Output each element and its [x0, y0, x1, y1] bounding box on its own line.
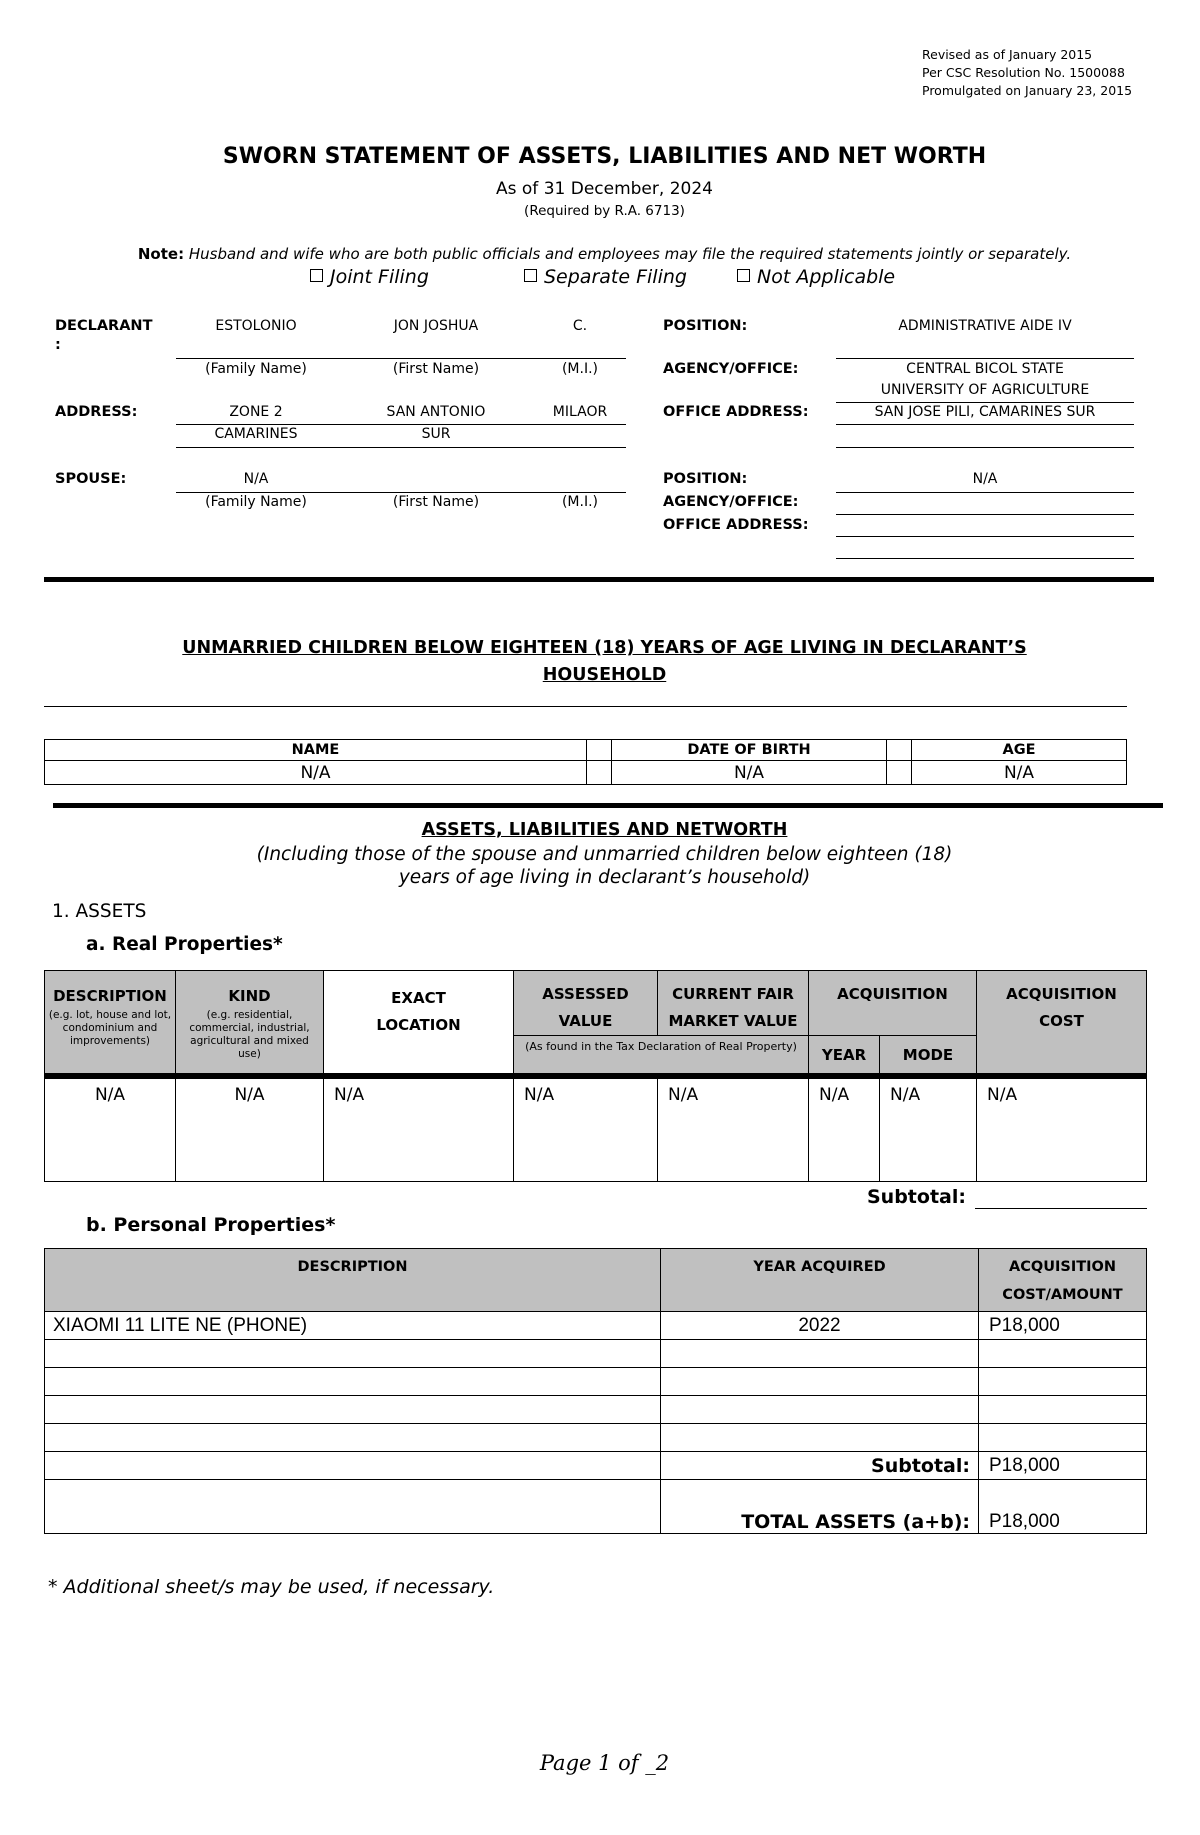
joint-filing-checkbox[interactable]	[310, 269, 323, 282]
col-cost	[979, 1249, 1147, 1312]
declarant-mi: C.	[572, 318, 588, 334]
header-cost-2: COST	[1039, 1012, 1084, 1030]
address-line-2	[176, 447, 626, 448]
agency-line	[836, 402, 1134, 403]
header-cost-1: ACQUISITION	[1006, 985, 1117, 1003]
caption-family-name: (Family Name)	[205, 361, 307, 377]
header-market-2: MARKET VALUE	[668, 1012, 798, 1030]
section-divider	[44, 577, 1154, 582]
col-description	[45, 971, 176, 1076]
real-properties-heading: a. Real Properties*	[86, 934, 283, 955]
empty-cell	[979, 1340, 1147, 1368]
not-applicable-label: Not Applicable	[757, 266, 896, 288]
child-dob: N/A	[612, 761, 887, 785]
joint-filing-label: Joint Filing	[330, 266, 429, 288]
address-line-1	[176, 424, 626, 425]
header-assessed-2: VALUE	[558, 1012, 613, 1030]
declarant-first-name: JON JOSHUA	[393, 318, 479, 334]
col-year-acquired: YEAR ACQUIRED	[661, 1249, 979, 1312]
col-name: NAME	[45, 740, 587, 761]
col-assessed	[514, 971, 658, 1036]
table-header-row	[45, 971, 1147, 1036]
children-rule	[44, 706, 1127, 707]
spacer-cell	[887, 761, 912, 785]
agency-label: AGENCY/OFFICE:	[663, 361, 799, 377]
position-label: POSITION:	[663, 318, 748, 334]
spouse-family-name: N/A	[243, 471, 269, 487]
spouse-office-address-label: OFFICE ADDRESS:	[663, 517, 809, 533]
revision-line: Revised as of January 2015	[922, 47, 1093, 62]
total-assets-value: P18,000	[979, 1480, 1147, 1534]
address-zone: ZONE 2	[229, 404, 283, 420]
resolution-line: Per CSC Resolution No. 1500088	[922, 65, 1125, 80]
real-subtotal-line	[975, 1208, 1147, 1209]
empty-cell	[45, 1368, 661, 1396]
children-heading-line-1: UNMARRIED CHILDREN BELOW EIGHTEEN (18) YEARS OF AGE LIVING IN DECLARANT’S	[182, 638, 1027, 658]
note-label: Note:	[137, 245, 185, 263]
col-dob: DATE OF BIRTH	[612, 740, 887, 761]
spouse-agency-line	[836, 514, 1134, 515]
declarant-position: ADMINISTRATIVE AIDE IV	[898, 318, 1072, 334]
real-cost: N/A	[977, 1076, 1147, 1182]
real-description: N/A	[45, 1076, 176, 1182]
separate-filing-option[interactable]	[524, 266, 687, 288]
office-address-line-2	[836, 447, 1134, 448]
not-applicable-option[interactable]	[737, 266, 895, 288]
col-kind	[176, 971, 324, 1076]
real-market: N/A	[658, 1076, 809, 1182]
col-age: AGE	[912, 740, 1127, 761]
table-header-row	[45, 740, 1127, 761]
empty-cell	[45, 1480, 661, 1534]
col-acquisition: ACQUISITION	[809, 971, 977, 1036]
separate-filing-label: Separate Filing	[544, 266, 687, 288]
empty-cell	[979, 1368, 1147, 1396]
empty-cell	[45, 1396, 661, 1424]
empty-cell	[979, 1424, 1147, 1452]
personal-properties-heading: b. Personal Properties*	[86, 1214, 336, 1236]
aln-heading: ASSETS, LIABILITIES AND NETWORTH	[421, 820, 788, 840]
agency-line-2: UNIVERSITY OF AGRICULTURE	[880, 382, 1090, 398]
additional-sheets-note: * Additional sheet/s may be used, if necessary.	[48, 1576, 495, 1598]
address-province-2: SUR	[421, 426, 451, 442]
table-row	[45, 1396, 1147, 1424]
promulgated-line: Promulgated on January 23, 2015	[922, 83, 1133, 98]
declarant-family-name: ESTOLONIO	[215, 318, 297, 334]
spouse-position-line	[836, 492, 1134, 493]
aln-subheading-line-2: years of age living in declarant’s household)	[398, 867, 811, 888]
empty-cell	[45, 1452, 661, 1480]
item-description: XIAOMI 11 LITE NE (PHONE)	[45, 1312, 661, 1340]
empty-cell	[45, 1424, 661, 1452]
spouse-caption-mi: (M.I.)	[561, 494, 599, 510]
empty-cell	[979, 1396, 1147, 1424]
child-age: N/A	[912, 761, 1127, 785]
header-description: DESCRIPTION	[53, 987, 167, 1005]
col-cost	[977, 971, 1147, 1076]
document-title: SWORN STATEMENT OF ASSETS, LIABILITIES AND NET WORTH	[222, 144, 987, 169]
spouse-position: N/A	[972, 471, 998, 487]
child-name: N/A	[45, 761, 587, 785]
address-barangay: SAN ANTONIO	[386, 404, 486, 420]
real-properties-table	[44, 970, 1147, 1182]
col-year: YEAR	[809, 1036, 880, 1076]
children-heading	[0, 635, 1200, 689]
note-text: Husband and wife who are both public officials and employees may file the required statements jointly or separately.	[188, 245, 1072, 263]
office-address: SAN JOSE PILI, CAMARINES SUR	[874, 404, 1096, 420]
office-address-line-1	[836, 424, 1134, 425]
spouse-office-line-2	[836, 558, 1134, 559]
spouse-office-line-1	[836, 536, 1134, 537]
header-kind-note: (e.g. residential, commercial, industrial, agricultural and mixed use)	[189, 1009, 310, 1060]
col-description: DESCRIPTION	[45, 1249, 661, 1312]
address-label: ADDRESS:	[55, 404, 138, 420]
table-row	[45, 1312, 1147, 1340]
item-cost: P18,000	[979, 1312, 1147, 1340]
personal-subtotal-label: Subtotal:	[661, 1452, 979, 1480]
address-province-1: CAMARINES	[214, 426, 298, 442]
header-cost-2: COST/AMOUNT	[1002, 1287, 1123, 1303]
caption-mi: (M.I.)	[561, 361, 599, 377]
agency-line-1: CENTRAL BICOL STATE	[906, 361, 1064, 377]
filing-note	[0, 245, 1200, 263]
caption-first-name: (First Name)	[392, 361, 480, 377]
declarant-label: DECLARANT	[55, 318, 153, 334]
real-kind: N/A	[176, 1076, 324, 1182]
real-year: N/A	[809, 1076, 880, 1182]
spouse-caption-family: (Family Name)	[205, 494, 307, 510]
address-town: MILAOR	[552, 404, 608, 420]
table-row	[45, 1340, 1147, 1368]
header-kind: KIND	[228, 987, 271, 1005]
personal-properties-table	[44, 1248, 1147, 1534]
empty-cell	[661, 1424, 979, 1452]
table-row	[45, 761, 1127, 785]
personal-subtotal-value: P18,000	[979, 1452, 1147, 1480]
spacer-cell	[587, 740, 612, 761]
empty-cell	[45, 1340, 661, 1368]
spouse-caption-first: (First Name)	[392, 494, 480, 510]
header-location-1: EXACT	[391, 989, 446, 1007]
spouse-label: SPOUSE:	[55, 471, 127, 487]
joint-filing-option[interactable]	[310, 266, 429, 288]
header-location-2: LOCATION	[376, 1016, 461, 1034]
table-row	[45, 1368, 1147, 1396]
total-assets-label: TOTAL ASSETS (a+b):	[661, 1480, 979, 1534]
declarant-colon: :	[55, 337, 61, 353]
col-mode: MODE	[880, 1036, 977, 1076]
real-location: N/A	[324, 1076, 514, 1182]
header-description-note: (e.g. lot, house and lot, condominium and improvements)	[48, 1009, 172, 1047]
office-address-label: OFFICE ADDRESS:	[663, 404, 809, 420]
real-subtotal-label: Subtotal:	[867, 1186, 966, 1208]
real-mode: N/A	[880, 1076, 977, 1182]
empty-cell	[661, 1368, 979, 1396]
required-by: (Required by R.A. 6713)	[524, 203, 685, 219]
empty-cell	[661, 1396, 979, 1424]
aln-subheading-line-1: (Including those of the spouse and unmarried children below eighteen (18)	[256, 844, 953, 865]
header-found-note: (As found in the Tax Declaration of Real Property)	[514, 1036, 809, 1076]
item-year: 2022	[661, 1312, 979, 1340]
spouse-name-line	[176, 492, 626, 493]
spouse-position-label: POSITION:	[663, 471, 748, 487]
header-market-1: CURRENT FAIR	[672, 985, 794, 1003]
spacer-cell	[887, 740, 912, 761]
spacer-cell	[587, 761, 612, 785]
revision-note	[922, 46, 1132, 100]
declarant-name-line	[176, 358, 626, 359]
position-line	[836, 358, 1134, 359]
empty-cell	[661, 1340, 979, 1368]
not-applicable-checkbox[interactable]	[737, 269, 750, 282]
separate-filing-checkbox[interactable]	[524, 269, 537, 282]
spouse-agency-label: AGENCY/OFFICE:	[663, 494, 799, 510]
table-row	[45, 1424, 1147, 1452]
real-assessed: N/A	[514, 1076, 658, 1182]
children-heading-line-2: HOUSEHOLD	[542, 665, 667, 685]
page-number: Page 1 of _2	[539, 1751, 670, 1775]
col-location	[324, 971, 514, 1076]
subtotal-row	[45, 1452, 1147, 1480]
section-divider	[53, 803, 1163, 808]
col-market	[658, 971, 809, 1036]
table-header-row	[45, 1249, 1147, 1312]
children-table	[44, 739, 1127, 785]
total-row	[45, 1480, 1147, 1534]
as-of-date: As of 31 December, 2024	[496, 179, 713, 199]
header-assessed-1: ASSESSED	[542, 985, 629, 1003]
table-row	[45, 1076, 1147, 1182]
header-cost-1: ACQUISITION	[1009, 1259, 1116, 1275]
assets-heading: 1. ASSETS	[52, 901, 147, 922]
aln-subheading	[0, 843, 1200, 889]
